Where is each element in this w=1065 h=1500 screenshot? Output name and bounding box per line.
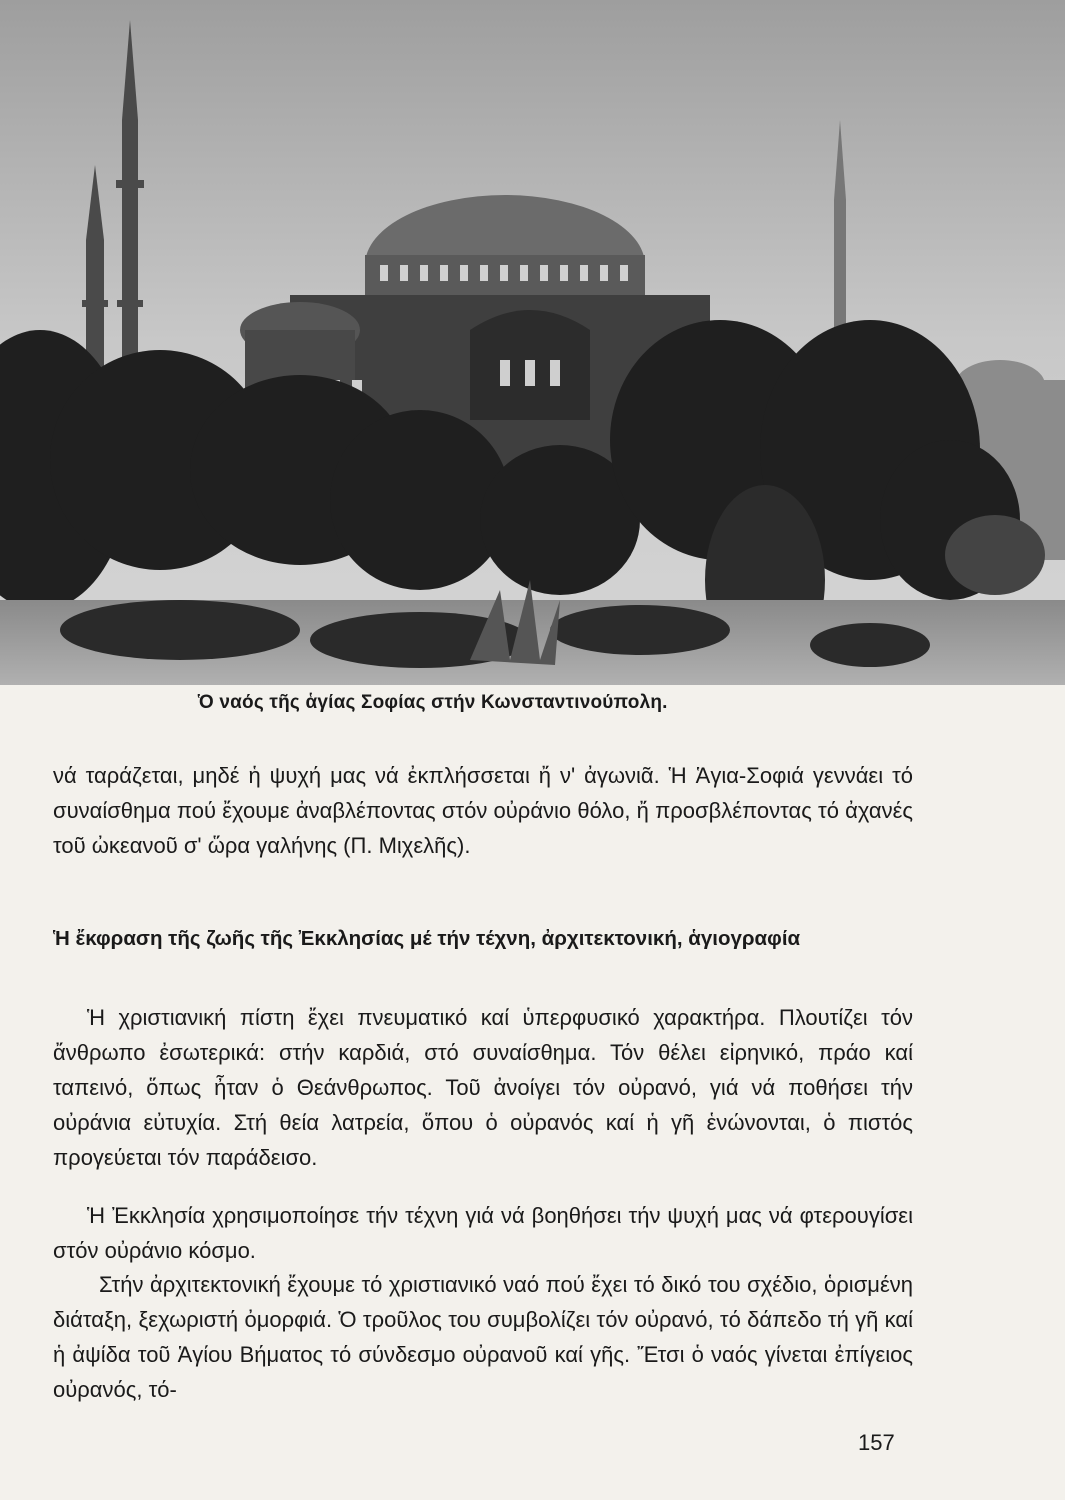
hagia-sophia-photo xyxy=(0,0,1065,685)
section-heading: Ἡ ἔκφραση τῆς ζωῆς τῆς Ἐκκλησίας μέ τήν τέχνη, ἀρχιτεκτονική, ἁγιογραφία xyxy=(53,927,801,950)
body-paragraph-2: Ἡ Ἐκκλησία χρησιμοποίησε τήν τέχνη γιά νά βοηθήσει τήν ψυχή μας νά φτερουγίσει στόν οὐράνιο κόσμο. xyxy=(53,1203,913,1263)
figure-caption: Ὁ ναός τῆς ἁγίας Σοφίας στήν Κωνσταντινούπολη. xyxy=(198,692,668,713)
photo-illustration xyxy=(0,0,1065,685)
body-paragraph-1: Ἡ χριστιανική πίστη ἔχει πνευματικό καί ὑπερφυσικό χαρακτήρα. Πλουτίζει τόν ἄνθρωπο ἐσωτερικά: στήν καρδιά, στό συναίσθημα. Τόν θέλει εἰρηνικό, πράο καί ταπεινό, ὅπως ἦταν ὁ Θεάνθρωπος. Τοῦ ἀνοίγει τόν οὐρανό, γιά νά ποθήσει τήν οὐράνια εὐτυχία. Στή θεία λατρεία, ὅπου ὁ οὐρανός καί ἡ γῆ ἑνώνονται, ὁ πιστός προγεύεται τόν παράδεισο. xyxy=(53,1005,913,1170)
page-number: 157 xyxy=(858,1430,895,1455)
intro-paragraph: νά ταράζεται, μηδέ ἡ ψυχή μας νά ἐκπλήσσεται ἤ ν' ἀγωνιᾶ. Ἡ Ἁγια-Σοφιά γεννάει τό συναίσθημα πού ἔχουμε ἀναβλέποντας στόν οὐράνιο θόλο, ἤ προσβλέποντας τό ἀχανές τοῦ ὠκεανοῦ σ' ὥρα γαλήνης (Π. Μιχελῆς). xyxy=(53,763,913,858)
body-paragraph-3: Στήν ἀρχιτεκτονική ἔχουμε τό χριστιανικό ναό πού ἔχει τό δικό του σχέδιο, ὁρισμένη διάταξη, ξεχωριστή ὀμορφιά. Ὁ τροῦλος του συμβολίζει τόν οὐρανό, τό δάπεδο τή γῆ καί ἡ ἀψίδα τοῦ Ἁγίου Βήματος τό σύνδεσμο οὐρανοῦ καί γῆς. Ἔτσι ὁ ναός γίνεται ἐπίγειος οὐρανός, τό- xyxy=(53,1272,913,1402)
